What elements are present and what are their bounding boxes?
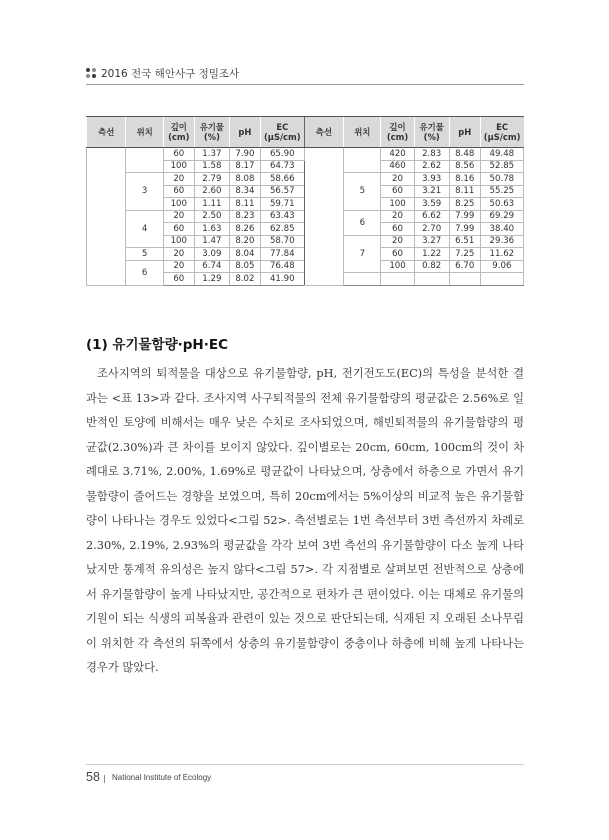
table-cell: 76.48 bbox=[260, 260, 304, 273]
table-cell: 20 bbox=[381, 173, 414, 186]
table-row bbox=[87, 148, 524, 161]
table-cell: 100 bbox=[381, 260, 414, 273]
col-header: 유기물 (%) bbox=[194, 117, 229, 148]
table-cell: 3.21 bbox=[414, 185, 449, 198]
position-cell: 5 bbox=[126, 248, 163, 261]
table-cell: 60 bbox=[381, 248, 414, 261]
body-text bbox=[86, 362, 524, 681]
table-cell: 100 bbox=[381, 198, 414, 211]
table-cell: 60 bbox=[163, 223, 194, 236]
table-cell: 9.06 bbox=[480, 260, 523, 273]
table-cell: 1.29 bbox=[194, 273, 229, 286]
table-cell: 2.50 bbox=[194, 210, 229, 223]
table-cell: 6.70 bbox=[449, 260, 480, 273]
table-cell: 7.25 bbox=[449, 248, 480, 261]
footer-institute: National Institute of Ecology bbox=[112, 773, 212, 782]
table-cell: 60 bbox=[163, 273, 194, 286]
position-cell: 6 bbox=[344, 210, 381, 235]
table-cell: 8.11 bbox=[449, 185, 480, 198]
left-transect-cell bbox=[87, 148, 126, 286]
table-cell: 1.37 bbox=[194, 148, 229, 161]
table-cell: 20 bbox=[163, 248, 194, 261]
empty-cell bbox=[414, 273, 449, 286]
table-cell: 1.11 bbox=[194, 198, 229, 211]
table-cell: 77.84 bbox=[260, 248, 304, 261]
table-cell: 1.22 bbox=[414, 248, 449, 261]
right-position-cell bbox=[344, 148, 381, 173]
data-table bbox=[86, 116, 524, 286]
table-cell: 38.40 bbox=[480, 223, 523, 236]
table-cell: 60 bbox=[163, 148, 194, 161]
col-header: 위치 bbox=[344, 117, 381, 148]
footer-separator bbox=[104, 775, 105, 783]
table-cell: 3.59 bbox=[414, 198, 449, 211]
table-cell: 8.48 bbox=[449, 148, 480, 161]
table-cell: 8.08 bbox=[229, 173, 260, 186]
table-cell: 3.93 bbox=[414, 173, 449, 186]
col-header: 위치 bbox=[126, 117, 163, 148]
col-header: 유기물 (%) bbox=[414, 117, 449, 148]
table-cell: 7.90 bbox=[229, 148, 260, 161]
table-cell: 64.73 bbox=[260, 160, 304, 173]
table-cell: 100 bbox=[163, 198, 194, 211]
table-cell: 60 bbox=[381, 185, 414, 198]
empty-cell bbox=[344, 273, 381, 286]
table-cell: 8.11 bbox=[229, 198, 260, 211]
table-cell: 41.90 bbox=[260, 273, 304, 286]
table-cell: 20 bbox=[381, 235, 414, 248]
table-cell: 1.58 bbox=[194, 160, 229, 173]
empty-cell bbox=[480, 273, 523, 286]
table-cell: 55.25 bbox=[480, 185, 523, 198]
table-cell: 420 bbox=[381, 148, 414, 161]
table-cell: 60 bbox=[381, 223, 414, 236]
table-cell: 2.60 bbox=[194, 185, 229, 198]
position-cell: 4 bbox=[126, 210, 163, 248]
col-header: 깊이 (cm) bbox=[163, 117, 194, 148]
header-divider bbox=[86, 84, 524, 85]
table-cell: 3.27 bbox=[414, 235, 449, 248]
table-cell: 62.85 bbox=[260, 223, 304, 236]
table-cell: 460 bbox=[381, 160, 414, 173]
table-cell: 65.90 bbox=[260, 148, 304, 161]
position-cell: 6 bbox=[126, 260, 163, 285]
table-cell: 7.99 bbox=[449, 210, 480, 223]
table-cell: 100 bbox=[163, 160, 194, 173]
header-dots-icon bbox=[86, 68, 97, 79]
table-cell: 8.17 bbox=[229, 160, 260, 173]
table-cell: 49.48 bbox=[480, 148, 523, 161]
table-cell: 50.78 bbox=[480, 173, 523, 186]
table-cell: 0.82 bbox=[414, 260, 449, 273]
table-cell: 58.66 bbox=[260, 173, 304, 186]
table-cell: 56.57 bbox=[260, 185, 304, 198]
position-cell: 3 bbox=[126, 173, 163, 211]
table-cell: 2.79 bbox=[194, 173, 229, 186]
table-cell: 29.36 bbox=[480, 235, 523, 248]
table-cell: 2.70 bbox=[414, 223, 449, 236]
table-cell: 11.62 bbox=[480, 248, 523, 261]
table-cell: 63.43 bbox=[260, 210, 304, 223]
table-cell: 52.85 bbox=[480, 160, 523, 173]
table-cell: 100 bbox=[163, 235, 194, 248]
table-cell: 6.74 bbox=[194, 260, 229, 273]
table-cell: 59.71 bbox=[260, 198, 304, 211]
table-cell: 60 bbox=[163, 185, 194, 198]
right-transect-cell bbox=[304, 148, 343, 286]
col-header: pH bbox=[449, 117, 480, 148]
table-cell: 3.09 bbox=[194, 248, 229, 261]
table-cell: 1.47 bbox=[194, 235, 229, 248]
empty-cell bbox=[449, 273, 480, 286]
table-cell: 8.34 bbox=[229, 185, 260, 198]
table-cell: 20 bbox=[163, 260, 194, 273]
table-cell: 8.05 bbox=[229, 260, 260, 273]
page-number: 58 bbox=[86, 770, 100, 784]
table-cell: 2.83 bbox=[414, 148, 449, 161]
col-header: EC (μS/cm) bbox=[480, 117, 523, 148]
col-header: EC (μS/cm) bbox=[260, 117, 304, 148]
left-position-cell bbox=[126, 148, 163, 173]
running-header bbox=[86, 64, 524, 84]
table-cell: 8.25 bbox=[449, 198, 480, 211]
empty-cell bbox=[381, 273, 414, 286]
col-header: pH bbox=[229, 117, 260, 148]
table-cell: 20 bbox=[381, 210, 414, 223]
table-cell: 8.16 bbox=[449, 173, 480, 186]
table-cell: 1.63 bbox=[194, 223, 229, 236]
table-cell: 7.99 bbox=[449, 223, 480, 236]
table-header-row bbox=[87, 117, 524, 148]
body-paragraph: 조사지역의 퇴적물을 대상으로 유기물함량, pH, 전기전도도(EC)의 특성을 분석한 결과는 <표 13>과 같다. 조사지역 사구퇴적물의 전체 유기물함량의 평균값은 2.56%로 일반적인 토양에 비해서는 매우 낮은 수치로 조사되었으며, 해빈퇴적물의 유기물함량의 평균값(2.30%)과 큰 차이를 보이지 않았다. 깊이별로는 20cm, 60cm, 100cm의 것이 차례대로 3.71%, 2.00%, 1.69%로 평균값이 나타났으며, 상층에서 하층으로 가면서 유기물함량이 줄어드는 경향을 보였으며, 특히 20cm에서는 5%이상의 비교적 높은 유기물함량이 나타나는 경우도 있었다<그림 52>. 측선별로는 1번 측선부터 3번 측선까지 차례로 2.30%, 2.19%, 2.93%의 평균값을 각각 보여 3번 측선의 유기물함량이 다소 높게 나타났지만 통계적 유의성은 높지 않다<그림 57>. 각 지점별로 살펴보면 전반적으로 상층에서 유기물함량이 높게 나타났지만, 공간적으로 편차가 큰 편이었다. 이는 대체로 유기물의 기원이 되는 식생의 피복율과 관련이 있는 것으로 판단되는데, 식재된 지 오래된 소나무림이 위치한 각 측선의 뒤쪽에서 상층의 유기물함량이 중층이나 하층에 비해 높게 나타나는 경우가 많았다. bbox=[86, 367, 524, 674]
table-cell: 8.23 bbox=[229, 210, 260, 223]
col-header: 측선 bbox=[304, 117, 343, 148]
table-cell: 8.26 bbox=[229, 223, 260, 236]
table-cell: 8.56 bbox=[449, 160, 480, 173]
section-heading: (1) 유기물함량·pH·EC bbox=[86, 337, 228, 353]
table-cell: 20 bbox=[163, 210, 194, 223]
table-cell: 2.62 bbox=[414, 160, 449, 173]
table-cell: 6.51 bbox=[449, 235, 480, 248]
table-cell: 58.70 bbox=[260, 235, 304, 248]
footer-divider bbox=[86, 764, 524, 765]
position-cell: 7 bbox=[344, 235, 381, 273]
table-cell: 20 bbox=[163, 173, 194, 186]
table-cell: 8.04 bbox=[229, 248, 260, 261]
position-cell: 5 bbox=[344, 173, 381, 211]
table-cell: 50.63 bbox=[480, 198, 523, 211]
table-cell: 6.62 bbox=[414, 210, 449, 223]
header-title: 2016 전국 해안사구 정밀조사 bbox=[101, 68, 240, 80]
table-cell: 8.02 bbox=[229, 273, 260, 286]
col-header: 깊이 (cm) bbox=[381, 117, 414, 148]
col-header: 측선 bbox=[87, 117, 126, 148]
table-cell: 8.20 bbox=[229, 235, 260, 248]
table-cell: 69.29 bbox=[480, 210, 523, 223]
